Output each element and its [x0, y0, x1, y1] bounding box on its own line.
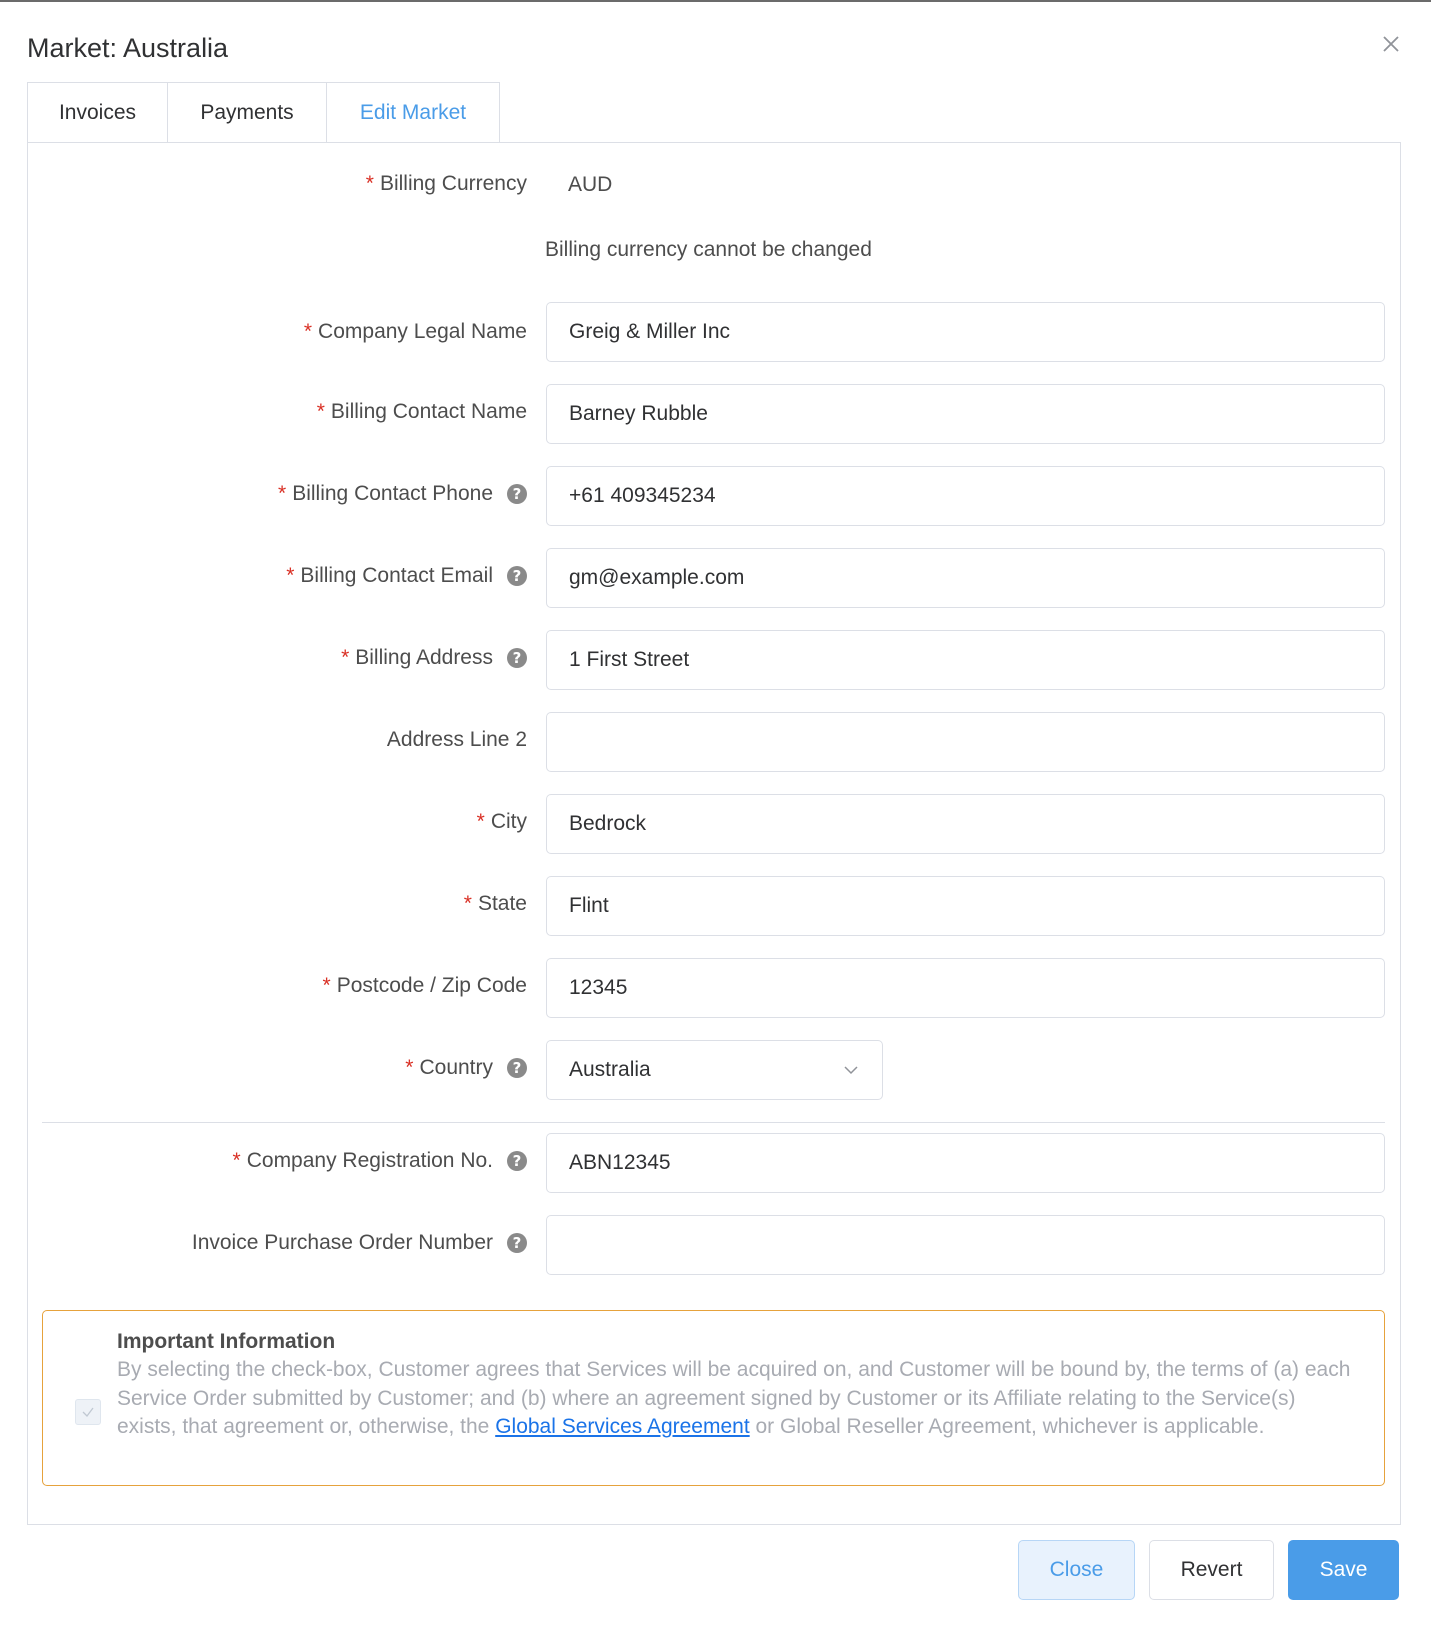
help-icon[interactable]: ? [507, 566, 527, 586]
required-marker: * [463, 892, 472, 915]
revert-button[interactable]: Revert [1149, 1540, 1274, 1600]
required-marker: * [322, 974, 331, 997]
required-marker: * [405, 1056, 414, 1079]
address-line-2-field[interactable] [546, 712, 1385, 772]
invoice-po-number-label: Invoice Purchase Order Number ? [192, 1229, 527, 1257]
billing-currency-label: * Billing Currency [366, 170, 527, 198]
billing-address-field[interactable] [546, 630, 1385, 690]
billing-contact-name-field[interactable] [546, 384, 1385, 444]
help-icon[interactable]: ? [507, 648, 527, 668]
billing-currency-value: AUD [568, 173, 613, 196]
important-information-box [42, 1310, 1385, 1486]
agreement-checkbox[interactable] [75, 1399, 101, 1425]
important-information-title: Important Information [117, 1330, 336, 1353]
company-legal-name-field[interactable] [546, 302, 1385, 362]
billing-contact-email-label: * Billing Contact Email ? [286, 562, 527, 590]
required-marker: * [232, 1149, 241, 1172]
help-icon[interactable]: ? [507, 1058, 527, 1078]
help-icon[interactable]: ? [507, 1233, 527, 1253]
postcode-field[interactable] [546, 958, 1385, 1018]
required-marker: * [365, 172, 374, 195]
tab-payments[interactable]: Payments [167, 82, 327, 142]
tab-edit-market[interactable]: Edit Market [326, 82, 500, 143]
close-icon[interactable] [1378, 31, 1404, 57]
required-marker: * [341, 646, 350, 669]
address-line-2-label: Address Line 2 [386, 728, 527, 751]
company-registration-label: * Company Registration No. ? [233, 1147, 527, 1175]
billing-contact-name-label: * Billing Contact Name [317, 398, 527, 426]
country-label: * Country ? [405, 1054, 527, 1082]
tab-bar [27, 82, 500, 144]
postcode-label: * Postcode / Zip Code [323, 972, 527, 1000]
company-legal-name-label: * Company Legal Name [304, 318, 527, 346]
state-field[interactable] [546, 876, 1385, 936]
help-icon[interactable]: ? [507, 484, 527, 504]
important-information-text: By selecting the check-box, Customer agrees that Services will be acquired on, and Customer will be bound by, the terms of (a) each Service Order submitted by Customer; and (b) where an agreement signed by Customer or its Affiliate relating to the Service(s) exists, that agreement or, otherwise, the Global Services Agreement or Global Reseller Agreement, whichever is applicable. [117, 1358, 1351, 1438]
section-divider [42, 1122, 1385, 1123]
tab-invoices[interactable]: Invoices [27, 82, 168, 142]
required-marker: * [316, 400, 325, 423]
checkmark-icon [80, 1404, 96, 1420]
billing-contact-email-field[interactable] [546, 548, 1385, 608]
country-select[interactable] [546, 1040, 883, 1100]
state-label: * State [464, 890, 527, 918]
invoice-po-number-field[interactable] [546, 1215, 1385, 1275]
billing-contact-phone-label: * Billing Contact Phone ? [278, 480, 527, 508]
billing-currency-note: Billing currency cannot be changed [545, 238, 872, 261]
city-field[interactable] [546, 794, 1385, 854]
company-registration-field[interactable] [546, 1133, 1385, 1193]
required-marker: * [278, 482, 287, 505]
close-button[interactable]: Close [1018, 1540, 1135, 1600]
city-label: * City [477, 808, 527, 836]
global-services-agreement-link[interactable]: Global Services Agreement [495, 1415, 750, 1438]
billing-contact-phone-field[interactable] [546, 466, 1385, 526]
required-marker: * [303, 320, 313, 343]
billing-address-label: * Billing Address ? [341, 644, 527, 672]
required-marker: * [286, 564, 295, 587]
chevron-down-icon [842, 1061, 860, 1079]
required-marker: * [476, 810, 485, 833]
country-select-value: Australia [569, 1058, 651, 1081]
modal-title: Market: Australia [27, 33, 229, 63]
top-border [0, 0, 1431, 2]
save-button[interactable]: Save [1288, 1540, 1399, 1600]
help-icon[interactable]: ? [507, 1151, 527, 1171]
